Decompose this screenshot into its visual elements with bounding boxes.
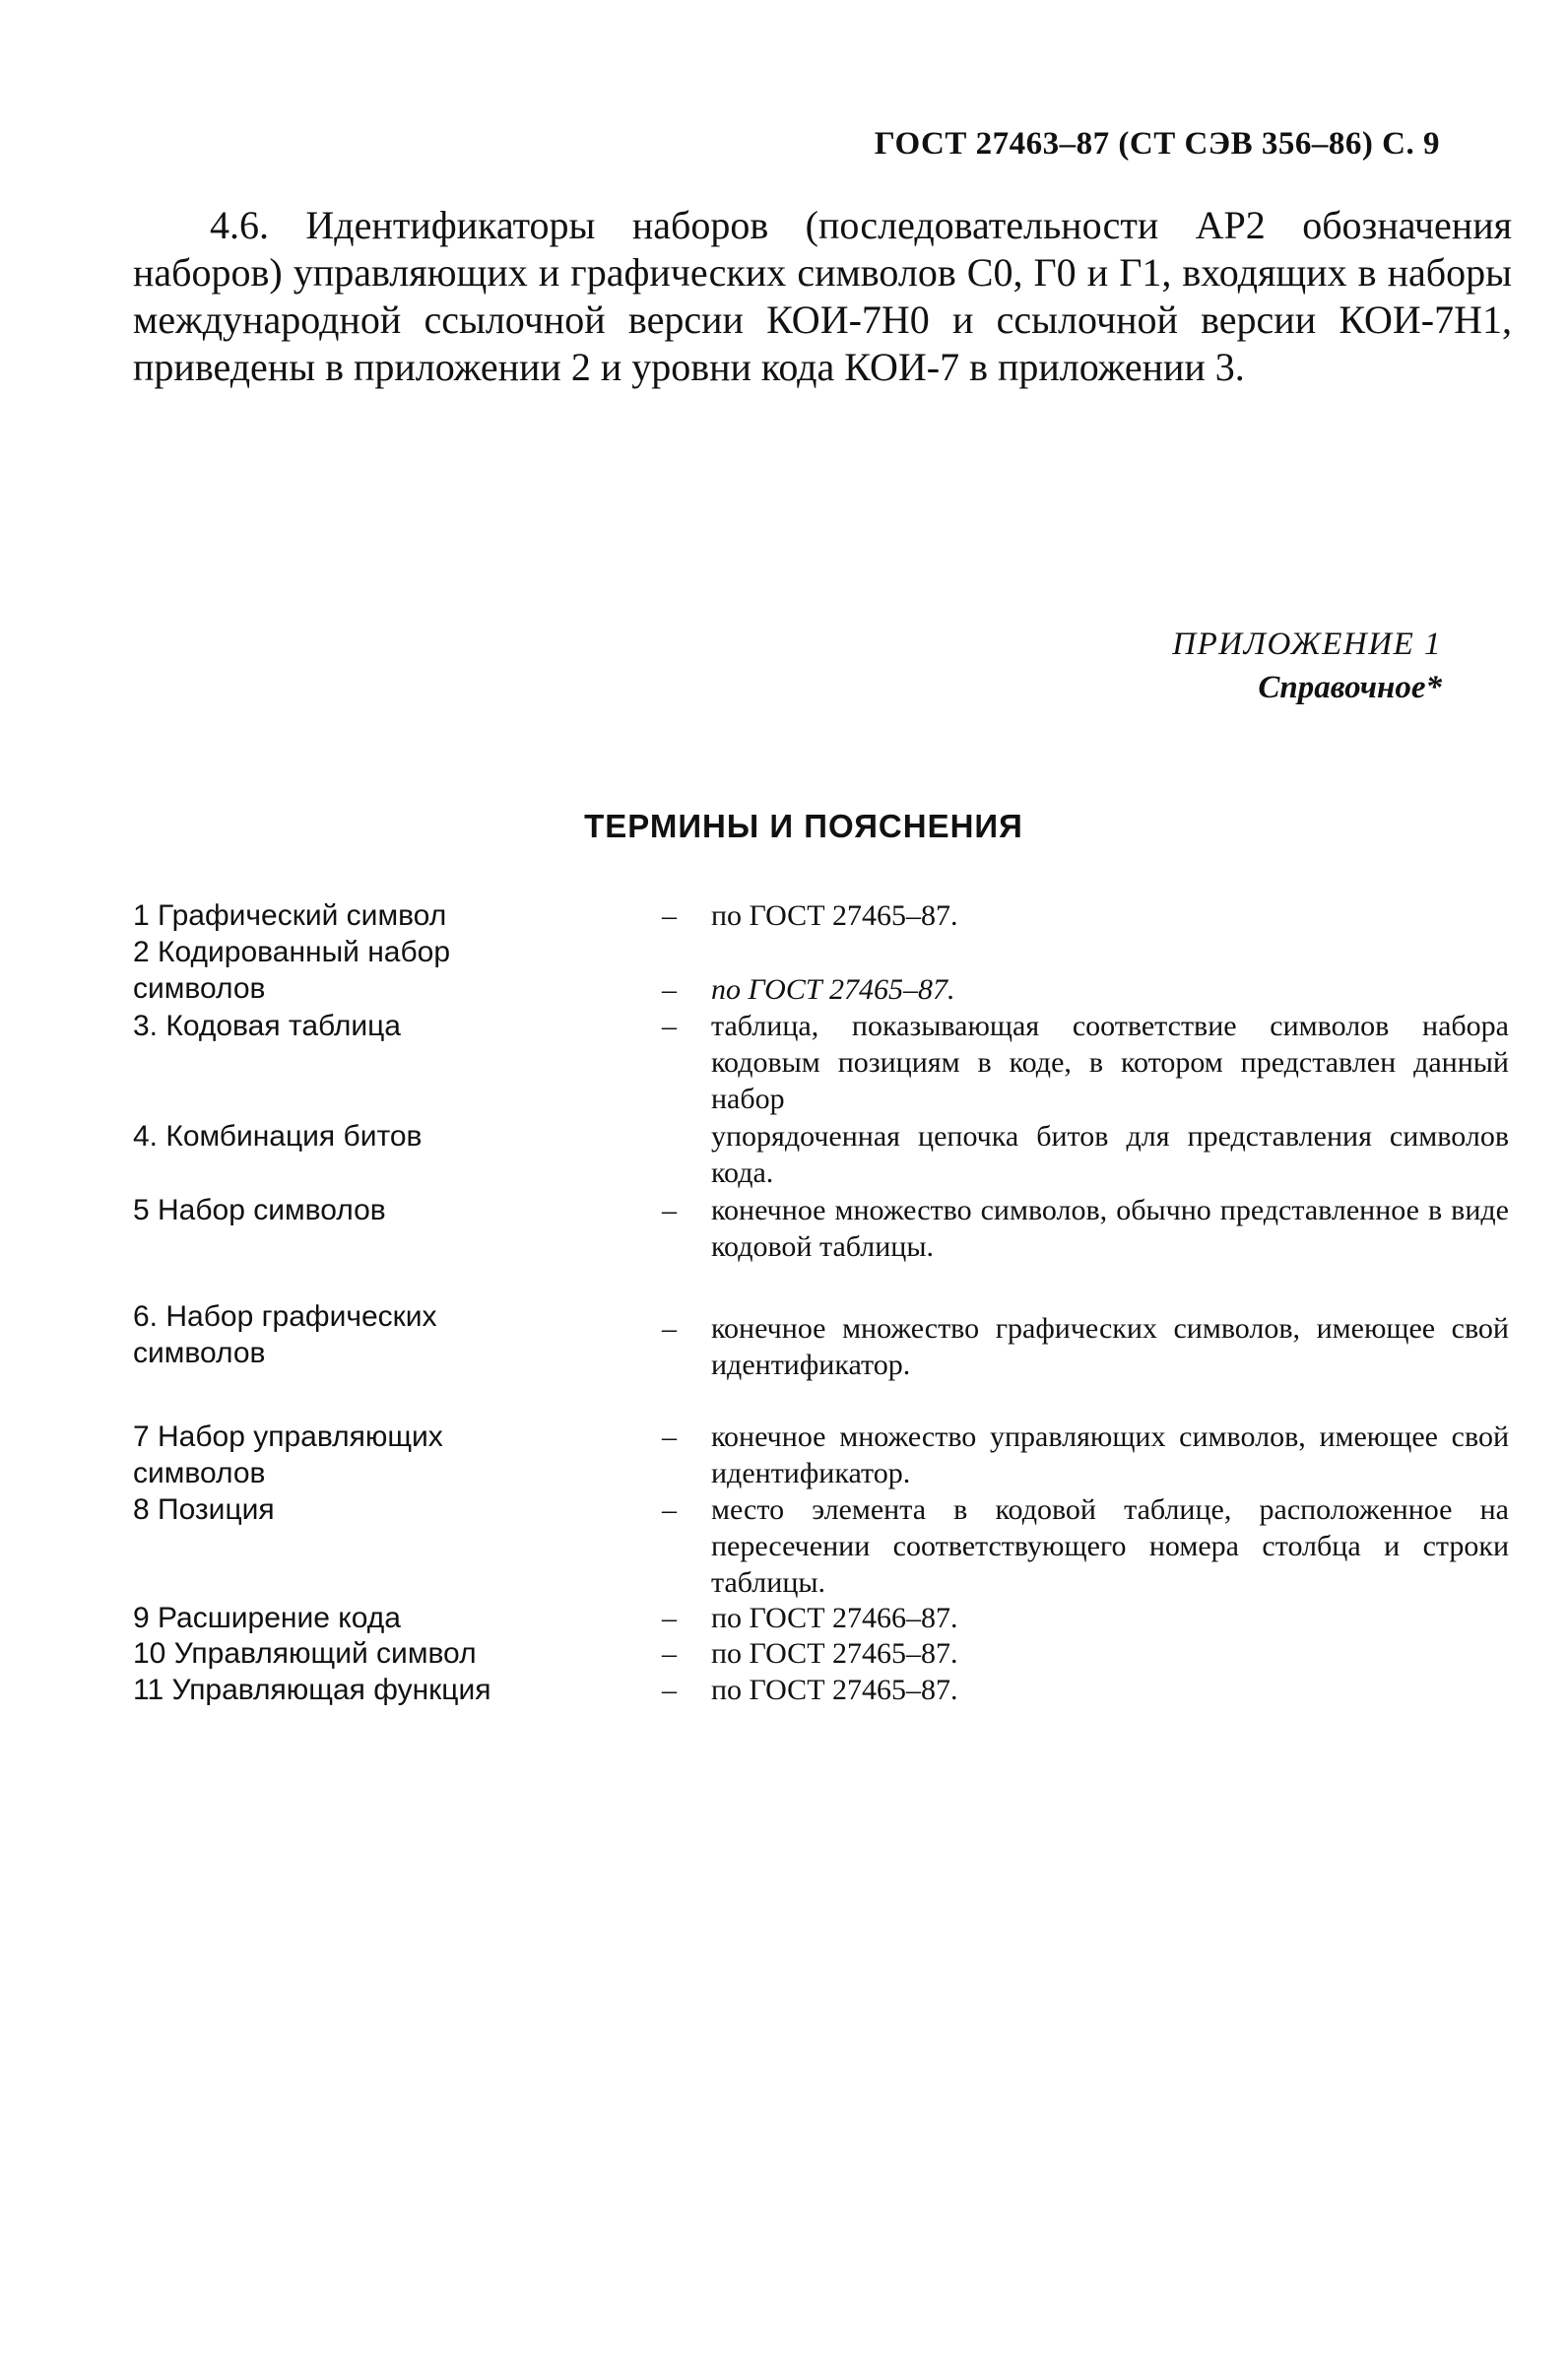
term-label: 10 Управляющий символ <box>133 1637 477 1670</box>
term-definition: по ГОСТ 27465–87. <box>711 973 955 1006</box>
term-dash: – <box>662 1637 677 1670</box>
term-label: 3. Кодовая таблица <box>133 1010 401 1042</box>
appendix-status: Справочное* <box>1258 670 1442 705</box>
term-definition: место элемента в кодовой таблице, расположенное на пересечении соответствующего номера столбца и строки таблицы. <box>711 1493 1509 1599</box>
term-label: 9 Расширение кода <box>133 1602 401 1634</box>
term-label: 4. Комбинация битов <box>133 1120 423 1153</box>
term-dash: – <box>662 1010 677 1042</box>
term-dash: – <box>662 1674 677 1706</box>
term-label: 2 Кодированный набор символов <box>133 936 451 1005</box>
term-definition: конечное множество символов, обычно представленное в виде кодовой таблицы. <box>711 1194 1509 1263</box>
term-label: 7 Набор управляющих символов <box>133 1420 443 1489</box>
term-dash: – <box>662 899 677 932</box>
term-dash: – <box>662 1312 677 1345</box>
term-label: 1 Графический символ <box>133 899 447 932</box>
term-dash: – <box>662 1420 677 1453</box>
term-definition: конечное множество управляющих символов, имеющее свой идентификатор. <box>711 1420 1509 1489</box>
term-definition: по ГОСТ 27466–87. <box>711 1602 958 1634</box>
appendix-label: ПРИЛОЖЕНИЕ 1 <box>1172 627 1442 662</box>
term-definition: по ГОСТ 27465–87. <box>711 1637 958 1670</box>
term-dash: – <box>662 1493 677 1526</box>
term-label: 5 Набор символов <box>133 1194 386 1226</box>
term-dash: – <box>662 1602 677 1634</box>
term-label: 6. Набор графических символов <box>133 1300 437 1369</box>
term-dash: – <box>662 973 677 1006</box>
clause-4-6-paragraph: 4.6. Идентификаторы наборов (последовательности АР2 обозначения наборов) управляющих и графических символов С0, Г0 и Г1, входящих в наборы международной ссылочной версии КОИ-7Н0 и ссылочной версии КОИ-7Н1, приведены в приложении 2 и уровни кода КОИ-7 в приложении 3. <box>133 203 1512 389</box>
page-header: ГОСТ 27463–87 (СТ СЭВ 356–86) С. 9 <box>874 126 1440 162</box>
term-definition: таблица, показывающая соответствие символов набора кодовым позициям в коде, в котором представлен данный набор <box>711 1010 1509 1115</box>
term-dash: – <box>662 1194 677 1226</box>
term-definition: упорядоченная цепочка битов для представления символов кода. <box>711 1120 1509 1189</box>
term-definition: по ГОСТ 27465–87. <box>711 899 958 932</box>
section-title: ТЕРМИНЫ И ПОЯСНЕНИЯ <box>584 808 1023 844</box>
term-label: 8 Позиция <box>133 1493 275 1526</box>
term-label: 11 Управляющая функция <box>133 1674 491 1706</box>
term-definition: конечное множество графических символов, имеющее свой идентификатор. <box>711 1312 1509 1381</box>
term-definition: по ГОСТ 27465–87. <box>711 1674 958 1706</box>
